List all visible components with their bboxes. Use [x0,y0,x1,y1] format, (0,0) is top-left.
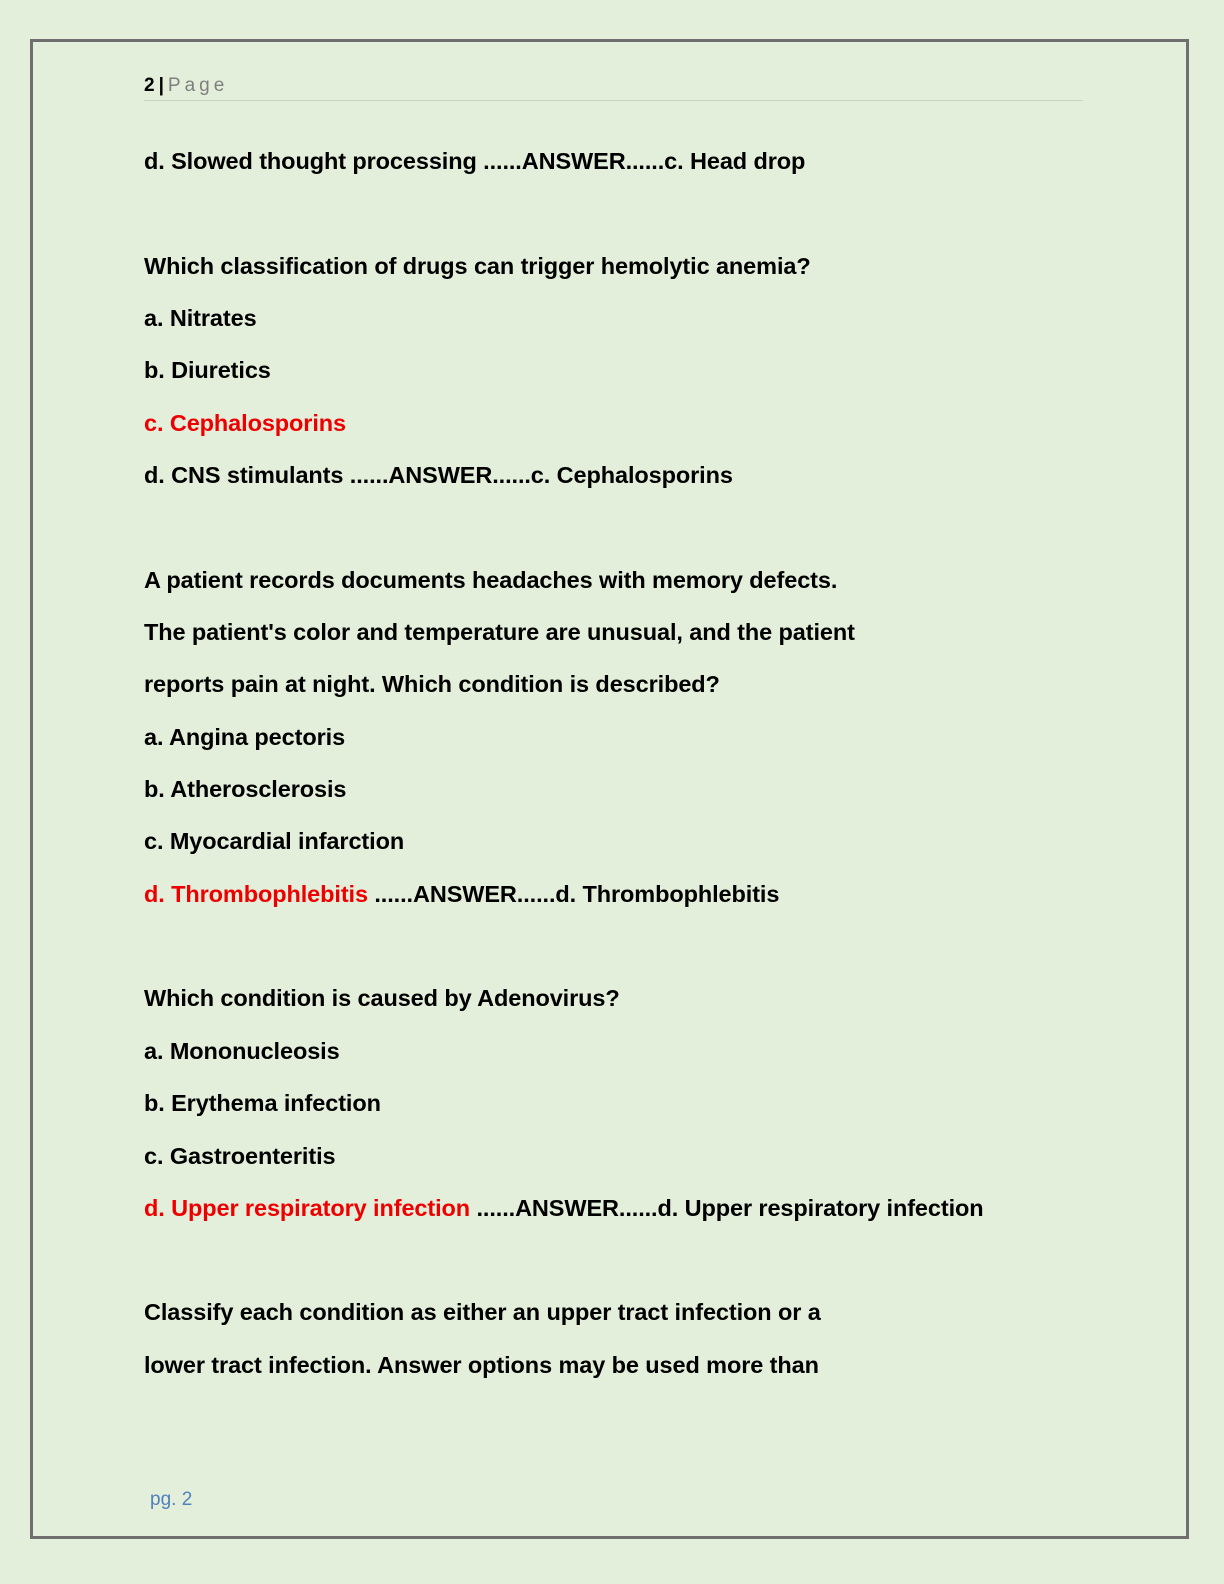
header-separator: | [158,75,164,96]
page-header [144,72,1083,101]
text-line-q3-a [144,1036,340,1066]
text-line-q1-stem [144,251,811,281]
text-line-q1-c [144,408,346,438]
highlighted-answer-q3-d-0: d. Upper respiratory infection [144,1195,471,1221]
text-line-q3-d [144,1193,984,1223]
header-page-word: Page [167,75,229,96]
text-line-q2-d [144,879,779,909]
text-span-q1-a-0: a. Nitrates [144,305,257,331]
text-line-q2-a [144,722,345,752]
text-line-q4-stem-2 [144,1350,819,1380]
text-span-q2-stem-1-0: A patient records documents headaches with memory defects. [144,567,838,593]
text-span-q2-d-1: ......ANSWER......d. Thrombophlebitis [367,881,780,907]
text-span-q1-b-0: b. Diuretics [144,357,271,383]
text-line-q2-c [144,826,404,856]
text-span-q3-c-0: c. Gastroenteritis [144,1143,336,1169]
text-line-q3-c [144,1141,336,1171]
footer-page-label: pg. 2 [150,1489,193,1510]
text-line-q3-stem [144,983,620,1013]
text-span-q2-stem-3-0: reports pain at night. Which condition is described? [144,671,720,697]
text-line-q2-stem-3 [144,669,720,699]
text-span-q3-stem-0: Which condition is caused by Adenovirus? [144,985,620,1011]
text-line-q1-d [144,460,733,490]
text-line-q2-stem-2 [144,617,855,647]
text-span-q2-c-0: c. Myocardial infarction [144,828,405,854]
text-line-q1-b [144,355,271,385]
text-line-q3-b [144,1088,381,1118]
text-span-q3-a-0: a. Mononucleosis [144,1038,340,1064]
highlighted-answer-q2-d-0: d. Thrombophlebitis [144,881,368,907]
text-span-q3-b-0: b. Erythema infection [144,1090,381,1116]
text-span-q2-a-0: a. Angina pectoris [144,724,346,750]
text-span-q2-stem-2-0: The patient's color and temperature are unusual, and the patient [144,619,855,645]
text-span-q1-stem-0: Which classification of drugs can trigger hemolytic anemia? [144,253,811,279]
text-line-q4-stem-1 [144,1297,821,1327]
text-line-q2-b [144,774,346,804]
header-page-number: 2 [144,75,155,96]
text-span-q2-b-0: b. Atherosclerosis [144,776,347,802]
text-span-q4-stem-2-0: lower tract infection. Answer options may be used more than [144,1352,819,1378]
text-line-q0-d [144,146,805,176]
text-line-q1-a [144,303,257,333]
text-span-q1-d-0: d. CNS stimulants ......ANSWER......c. Cephalosporins [144,462,733,488]
text-span-q0-d-0: d. Slowed thought processing ......ANSWER......c. Head drop [144,148,806,174]
highlighted-answer-q1-c-0: c. Cephalosporins [144,410,347,436]
text-line-q2-stem-1 [144,565,837,595]
text-span-q4-stem-1-0: Classify each condition as either an upper tract infection or a [144,1299,821,1325]
text-span-q3-d-1: ......ANSWER......d. Upper respiratory infection [470,1195,984,1221]
